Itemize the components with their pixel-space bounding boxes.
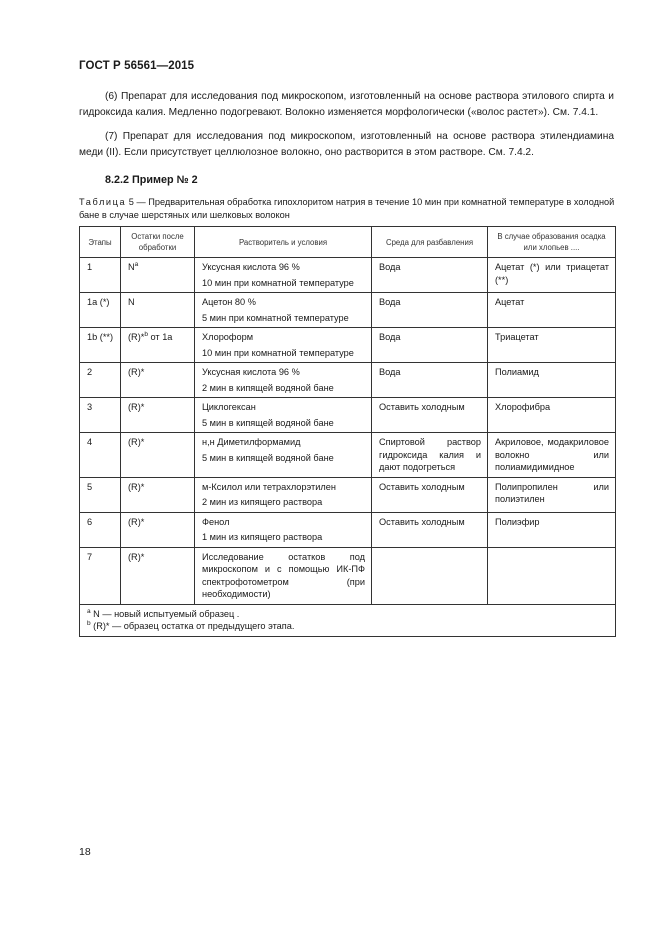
table-header-row: [80, 227, 616, 258]
solvent-cell: [195, 258, 372, 293]
residue-value: (R)*: [128, 332, 145, 342]
result-cell: Полипропилен или полиэтилен: [488, 477, 616, 512]
residue-cell: [121, 398, 195, 433]
table-row: [80, 363, 616, 398]
solvent-cell: [195, 293, 372, 328]
table-caption: [79, 196, 615, 222]
table-row: [80, 293, 616, 328]
residue-footnote-mark: b: [144, 330, 148, 338]
paragraph-text: (6) Препарат для исследования под микроскопом, изготовленный на основе раствора этилового спирта и гидроксида калия. Медленно подогревают. Волокно изменяется морфологически («волос растет»). См. 7.4.1.: [79, 91, 614, 118]
stage-cell: 1: [80, 258, 121, 293]
solvent-line: Хлороформ: [202, 332, 254, 342]
solvent-line: Ацетон 80 %: [202, 297, 256, 307]
paragraph-6: [79, 89, 614, 121]
paragraph-text: (7) Препарат для исследования под микроскопом, изготовленный на основе раствора этилендиамина меди (II). Если присутствует целлюлозное волокно, оно растворится в этом растворе. См. 7.4.2.: [79, 131, 614, 158]
solvent-line: Уксусная кислота 96 %: [202, 367, 300, 377]
result-cell: Полиэфир: [488, 512, 616, 547]
stage-cell: 4: [80, 433, 121, 478]
residue-cell: [121, 547, 195, 604]
section-title: 8.2.2 Пример № 2: [105, 174, 198, 186]
table-row: [80, 328, 616, 363]
residue-cell: [121, 433, 195, 478]
residue-value: (R)*: [128, 551, 145, 562]
table-row: [80, 398, 616, 433]
medium-cell: Оставить холодным: [372, 477, 488, 512]
medium-cell: Оставить холодным: [372, 512, 488, 547]
stage-cell: 5: [80, 477, 121, 512]
table-body: [80, 258, 616, 605]
medium-cell: Вода: [372, 328, 488, 363]
solvent-line: 5 мин в кипящей водяной бане: [202, 452, 334, 463]
solvent-line: 1 мин из кипящего раствора: [202, 532, 323, 542]
residue-cell: [121, 293, 195, 328]
medium-cell: Вода: [372, 293, 488, 328]
residue-cell: [121, 258, 195, 293]
solvent-line: Циклогексан: [202, 402, 256, 412]
solvent-line: Исследование остатков под микроскопом и с помощью ИК-ПФ спектрофотометром (при необходимости): [202, 551, 365, 599]
solvent-cell: [195, 512, 372, 547]
footnote-text: (R)* — образец остатка от предыдущего этапа.: [90, 621, 295, 631]
solvent-line: н,н Диметилформамид: [202, 437, 301, 447]
footnotes-cell: [80, 604, 616, 636]
stage-cell: 1a (*): [80, 293, 121, 328]
paragraph-7: [79, 129, 614, 161]
residue-value: N: [128, 262, 135, 272]
table-row: [80, 512, 616, 547]
column-header-residue: Остатки после обработки: [121, 227, 195, 258]
column-header-result: В случае образования осадка или хлопьев ....: [488, 227, 616, 258]
stage-cell: 7: [80, 547, 121, 604]
treatment-table: [79, 226, 616, 637]
stage-cell: 1b (**): [80, 328, 121, 363]
footnote-mark: b: [87, 619, 91, 627]
solvent-cell: [195, 328, 372, 363]
table-caption-label: Таблица: [79, 197, 127, 207]
solvent-line: 5 мин при комнатной температуре: [202, 312, 349, 323]
result-cell: Ацетат (*) или триацетат (**): [488, 258, 616, 293]
medium-cell: Вода: [372, 258, 488, 293]
footnote-b: [87, 620, 609, 633]
table-row: [80, 258, 616, 293]
residue-cell: [121, 512, 195, 547]
column-header-medium: Среда для разбавления: [372, 227, 488, 258]
table-caption-text: — Предварительная обработка гипохлоритом натрия в течение 10 мин при комнатной температуре в холодной бане в случае шерстяных или шелковых волокон: [79, 197, 615, 220]
residue-value: (R)*: [128, 481, 145, 492]
solvent-cell: [195, 433, 372, 478]
solvent-line: 2 мин из кипящего раствора: [202, 497, 323, 507]
residue-cell: [121, 363, 195, 398]
result-cell: [488, 547, 616, 604]
solvent-cell: [195, 477, 372, 512]
medium-cell: Вода: [372, 363, 488, 398]
stage-cell: 6: [80, 512, 121, 547]
solvent-line: 5 мин в кипящей водяной бане: [202, 417, 334, 428]
result-cell: Акриловое, модакриловое волокно или полиамидимидное: [488, 433, 616, 478]
stage-cell: 2: [80, 363, 121, 398]
solvent-line: Уксусная кислота 96 %: [202, 262, 300, 272]
result-cell: Хлорофибра: [488, 398, 616, 433]
column-header-solvent: Растворитель и условия: [195, 227, 372, 258]
column-header-stage: Этапы: [80, 227, 121, 258]
solvent-line: Фенол: [202, 516, 230, 527]
solvent-cell: [195, 363, 372, 398]
footnote-text: N — новый испытуемый образец .: [90, 608, 240, 619]
result-cell: Триацетат: [488, 328, 616, 363]
residue-value: (R)*: [128, 516, 145, 527]
solvent-line: 2 мин в кипящей водяной бане: [202, 382, 334, 393]
residue-value: (R)*: [128, 367, 145, 377]
solvent-cell: [195, 547, 372, 604]
medium-cell: Спиртовой раствор гидроксида калия и дают подогреться: [372, 433, 488, 478]
table-row: [80, 433, 616, 478]
footnote-mark: a: [87, 607, 91, 615]
residue-value: N: [128, 297, 135, 307]
residue-footnote-mark: a: [134, 260, 139, 268]
page-number: 18: [79, 846, 91, 858]
medium-cell: Оставить холодным: [372, 398, 488, 433]
residue-cell: [121, 477, 195, 512]
result-cell: Полиамид: [488, 363, 616, 398]
result-cell: Ацетат: [488, 293, 616, 328]
table-row: [80, 547, 616, 604]
residue-value: (R)*: [128, 437, 145, 447]
footnote-a: [87, 608, 609, 621]
residue-value: (R)*: [128, 402, 145, 412]
medium-cell: [372, 547, 488, 604]
table-caption-number: 5: [128, 197, 134, 207]
residue-cell: [121, 328, 195, 363]
solvent-line: 10 мин при комнатной температуре: [202, 277, 354, 288]
residue-suffix: от 1a: [147, 332, 173, 342]
solvent-line: 10 мин при комнатной температуре: [202, 347, 354, 358]
solvent-line: м-Ксилол или тетрахлорэтилен: [202, 481, 336, 492]
document-header: ГОСТ Р 56561—2015: [79, 60, 195, 72]
solvent-cell: [195, 398, 372, 433]
footnotes-row: [80, 604, 616, 636]
stage-cell: 3: [80, 398, 121, 433]
table-row: [80, 477, 616, 512]
